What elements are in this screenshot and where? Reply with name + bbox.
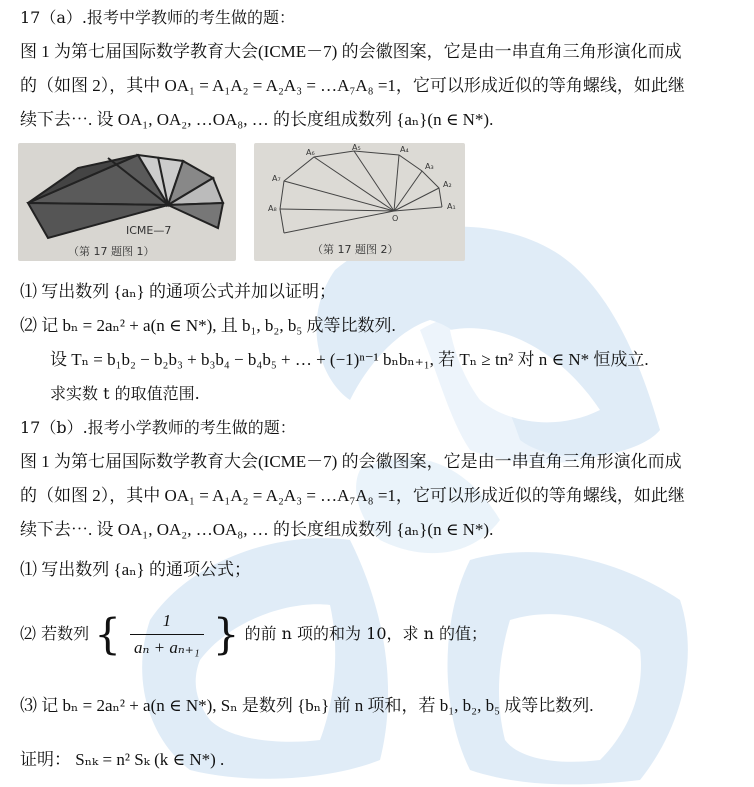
figure-1-photo — [18, 143, 236, 261]
problem-b-intro-2: 的（如图 2），其中 OA₁ = A₁A₂ = A₂A₃ = …A₇A₈ =1，它可以形成近似的等角螺线，如此继 — [20, 486, 685, 505]
figure-1-label: ICME—7 — [126, 224, 172, 237]
point-a1: A₁ — [447, 202, 456, 211]
problem-a-intro-1: 图 1 为第七届国际数学教育大会(ICME－7) 的会徽图案，它是由一串直角三角形演化而成 — [20, 42, 682, 61]
point-a4: A₄ — [400, 145, 409, 154]
figure-2-caption: （第 17 题图 2） — [312, 243, 399, 256]
problem-b-q2-post: 的前 n 项的和为 10，求 n 的值； — [244, 624, 487, 643]
figure-1-caption: （第 17 题图 1） — [68, 245, 155, 258]
problem-b-q2 — [20, 608, 487, 661]
point-a3: A₃ — [425, 162, 434, 171]
problem-b-q1: ⑴ 写出数列 {aₙ} 的通项公式； — [20, 560, 251, 579]
left-brace: { — [94, 609, 121, 659]
point-a5: A₅ — [352, 143, 361, 152]
right-brace: } — [212, 609, 240, 659]
problem-a-q2-line3: 求实数 t 的取值范围. — [50, 384, 200, 403]
problem-a-q1: ⑴ 写出数列 {aₙ} 的通项公式并加以证明； — [20, 282, 336, 301]
figure-2-photo — [254, 143, 465, 261]
point-a6: A₆ — [306, 148, 315, 157]
fraction-denominator: aₙ + aₙ₊₁ — [130, 634, 204, 661]
problem-a-intro-3: 续下去⋯. 设 OA₁, OA₂, …OA₈, … 的长度组成数列 {aₙ}(n ∈ N*). — [20, 110, 494, 129]
problem-a-q2-line1: ⑵ 记 bₙ = 2aₙ² + a(n ∈ N*), 且 b₁, b₂, b₅ 成等比数列. — [20, 316, 396, 335]
problem-a-q2-line2: 设 Tₙ = b₁b₂ − b₂b₃ + b₃b₄ − b₄b₅ + … + (−1)ⁿ⁻¹ bₙbₙ₊₁, 若 Tₙ ≥ tn² 对 n ∈ N* 恒成立. — [50, 350, 649, 369]
problem-b-intro-3: 续下去⋯. 设 OA₁, OA₂, …OA₈, … 的长度组成数列 {aₙ}(n ∈ N*). — [20, 520, 494, 539]
problem-b-q3: ⑶ 记 bₙ = 2aₙ² + a(n ∈ N*), Sₙ 是数列 {bₙ} 前 n 项和，若 b₁, b₂, b₅ 成等比数列. — [20, 696, 594, 715]
spiral-diagram — [254, 143, 465, 261]
problem-a-intro-2: 的（如图 2），其中 OA₁ = A₁A₂ = A₂A₃ = …A₇A₈ =1，它可以形成近似的等角螺线，如此继 — [20, 76, 685, 95]
point-a2: A₂ — [443, 180, 452, 189]
fraction-numerator: 1 — [162, 611, 172, 630]
point-a7: A₇ — [272, 174, 281, 183]
problem-b-q2-pre: ⑵ 若数列 — [20, 624, 90, 643]
problem-a-heading: 17（a）.报考中学教师的考生做的题： — [20, 8, 295, 27]
point-o: O — [392, 214, 399, 223]
problem-b-intro-1: 图 1 为第七届国际数学教育大会(ICME－7) 的会徽图案，它是由一串直角三角形演化而成 — [20, 452, 682, 471]
point-a8: A₈ — [268, 204, 277, 213]
fraction — [130, 608, 204, 661]
problem-b-heading: 17（b）.报考小学教师的考生做的题： — [20, 418, 296, 437]
icme-logo-figure — [18, 143, 236, 261]
problem-b-proof: 证明： Sₙₖ = n² Sₖ (k ∈ N*) . — [20, 750, 225, 769]
